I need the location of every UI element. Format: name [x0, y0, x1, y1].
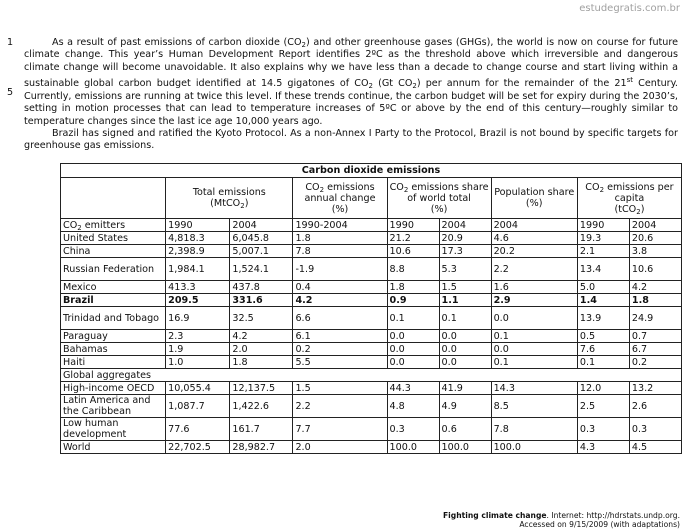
table-cell: 100.0 [439, 441, 491, 454]
header-total-emissions: Total emissions (MtCO$_2$) [166, 178, 293, 219]
table-row [61, 281, 682, 294]
row-label: Paraguay [61, 330, 166, 343]
table-cell: 0.1 [577, 356, 629, 369]
table-cell: 209.5 [166, 294, 230, 307]
aggregates-label: Global aggregates [61, 369, 682, 382]
table-cell: 28,982.7 [230, 441, 293, 454]
table-cell: 8.8 [387, 258, 439, 281]
table-cell: 0.1 [491, 356, 577, 369]
header-population-share: Population share (%) [491, 178, 577, 219]
table-cell: 13.4 [577, 258, 629, 281]
table-cell: 13.2 [629, 382, 681, 395]
table-cell: 17.3 [439, 245, 491, 258]
table-cell: 1.8 [293, 232, 387, 245]
table-cell: 10,055.4 [166, 382, 230, 395]
table-cell: 1.8 [230, 356, 293, 369]
paragraph-1-part-4: ) per annum for the remainder of the 21 [416, 78, 627, 90]
table-cell: 0.1 [387, 307, 439, 330]
table-cell: 2.0 [293, 441, 387, 454]
table-cell: 2.1 [577, 245, 629, 258]
source-accessed: Accessed on 9/15/2009 (with adaptations) [519, 520, 680, 529]
source-url: . Internet: http://hdrstats.undp.org. [546, 511, 680, 520]
table-row [61, 307, 682, 330]
line-number-5: 5 [7, 86, 14, 98]
table-cell: 77.6 [166, 418, 230, 441]
table-cell: 4.2 [629, 281, 681, 294]
row-label: Haiti [61, 356, 166, 369]
subheader-row [61, 219, 682, 232]
row-label: Trinidad and Tobago [61, 307, 166, 330]
subscript: 2 [301, 41, 306, 49]
table-cell: 437.8 [230, 281, 293, 294]
table-cell: 4.2 [230, 330, 293, 343]
table-cell: 6.6 [293, 307, 387, 330]
table-cell: 1.6 [491, 281, 577, 294]
table-cell: 10.6 [387, 245, 439, 258]
table-cell: 3.8 [629, 245, 681, 258]
table-cell: 22,702.5 [166, 441, 230, 454]
table-cell: 1.1 [439, 294, 491, 307]
table-cell: 4.6 [491, 232, 577, 245]
year-cell: 1990 [166, 219, 230, 232]
row-label: Latin America and the Caribbean [61, 395, 166, 418]
table-cell: 1.8 [387, 281, 439, 294]
table-cell: 0.0 [491, 343, 577, 356]
table-cell: 32.5 [230, 307, 293, 330]
table-cell: 1.5 [439, 281, 491, 294]
row-label: Low human development [61, 418, 166, 441]
table-cell: 6.1 [293, 330, 387, 343]
paragraph-1-part-3: (Gt CO [372, 78, 413, 90]
table-cell: 161.7 [230, 418, 293, 441]
table-cell: 0.0 [439, 343, 491, 356]
table-cell: 0.5 [577, 330, 629, 343]
table-cell: 4.8 [387, 395, 439, 418]
table-cell: 5,007.1 [230, 245, 293, 258]
table-cell: 7.8 [491, 418, 577, 441]
emitters-label: $CO_2$ emitters [61, 219, 166, 232]
table-cell: 4.3 [577, 441, 629, 454]
table-cell: 0.3 [629, 418, 681, 441]
table-cell: -1.9 [293, 258, 387, 281]
table-cell: 24.9 [629, 307, 681, 330]
table-cell: 1.8 [629, 294, 681, 307]
table-cell: 4.5 [629, 441, 681, 454]
table-row [61, 441, 682, 454]
row-label: China [61, 245, 166, 258]
paragraph-2 [24, 128, 678, 153]
year-cell: 2004 [230, 219, 293, 232]
paragraph-1-part-2: ) and other greenhouse gases (GHGs), the world is now on course for future climate change. This year’s Human Development Report identifies 2ºC as the threshold above which irreversible and dangerous climate change will become unavoidable. It also explains why we have less than a decade to change course and start living within a sustainable global carbon budget identified at 14.5 gigatones of CO [24, 37, 678, 90]
table-cell: 0.7 [629, 330, 681, 343]
year-cell: 2004 [491, 219, 577, 232]
table-cell: 1,524.1 [230, 258, 293, 281]
watermark: estudegratis.com.br [579, 3, 680, 14]
table-cell: 2.6 [629, 395, 681, 418]
row-label: Mexico [61, 281, 166, 294]
table-cell: 5.0 [577, 281, 629, 294]
table-cell: 12,137.5 [230, 382, 293, 395]
table-cell: 6,045.8 [230, 232, 293, 245]
year-cell: 1990 [577, 219, 629, 232]
table-cell: 0.3 [577, 418, 629, 441]
row-label: Russian Federation [61, 258, 166, 281]
table-cell: 0.1 [491, 330, 577, 343]
table-cell: 0.9 [387, 294, 439, 307]
table-cell: 1.5 [293, 382, 387, 395]
year-cell: 2004 [629, 219, 681, 232]
paragraph-1-part-1: As a result of past emissions of carbon dioxide (CO [52, 37, 302, 48]
table-cell: 2.2 [491, 258, 577, 281]
table-cell: 16.9 [166, 307, 230, 330]
table-cell: 2.2 [293, 395, 387, 418]
table-row [61, 245, 682, 258]
table-cell: 2.9 [491, 294, 577, 307]
paragraph-1-part-5: Century. Currently, emissions are running at twice this level. If these trends continue, the carbon budget will be set for expiry during the 2030’s, setting in motion processes that can lead to temperature increases of 5ºC or above by the end of this century—roughly similar to temperature changes since the last ice age 10,000 years ago. [24, 78, 678, 127]
table-row [61, 294, 682, 307]
paragraph-2-text: Brazil has signed and ratified the Kyoto Protocol. As a non-Annex I Party to the Protocol, Brazil is not bound by specific targets for greenhouse gas emissions. [24, 128, 678, 152]
table-cell: 1.0 [166, 356, 230, 369]
table-cell: 0.0 [491, 307, 577, 330]
table-cell: 0.0 [387, 330, 439, 343]
table-cell: 8.5 [491, 395, 577, 418]
row-label: High-income OECD [61, 382, 166, 395]
table-cell: 2,398.9 [166, 245, 230, 258]
table-cell: 20.2 [491, 245, 577, 258]
table-cell: 0.2 [629, 356, 681, 369]
superscript: st [626, 76, 634, 85]
table-cell: 4.9 [439, 395, 491, 418]
table-row [61, 395, 682, 418]
header-empty [61, 178, 166, 219]
table-cell: 331.6 [230, 294, 293, 307]
table-cell: 1,422.6 [230, 395, 293, 418]
table-cell: 100.0 [491, 441, 577, 454]
table-row [61, 232, 682, 245]
table-row [61, 258, 682, 281]
table-title: Carbon dioxide emissions [61, 164, 682, 178]
source-footer [443, 511, 680, 529]
header-share-world: $CO_2$ emissions share of world total (%) [387, 178, 491, 219]
year-cell: 1990 [387, 219, 439, 232]
table-cell: 0.2 [293, 343, 387, 356]
table-cell: 0.4 [293, 281, 387, 294]
table-cell: 21.2 [387, 232, 439, 245]
article-text [0, 37, 686, 153]
table-cell: 0.0 [387, 356, 439, 369]
subscript: 2 [412, 82, 417, 91]
year-cell: 1990-2004 [293, 219, 387, 232]
table-cell: 10.6 [629, 258, 681, 281]
table-cell: 0.0 [387, 343, 439, 356]
table-cell: 5.5 [293, 356, 387, 369]
table-cell: 7.7 [293, 418, 387, 441]
year-cell: 2004 [439, 219, 491, 232]
row-label: United States [61, 232, 166, 245]
table-cell: 20.9 [439, 232, 491, 245]
table-cell: 4.2 [293, 294, 387, 307]
table-cell: 20.6 [629, 232, 681, 245]
table-cell: 2.3 [166, 330, 230, 343]
table-cell: 44.3 [387, 382, 439, 395]
co2-emissions-table [60, 163, 682, 454]
table-cell: 2.5 [577, 395, 629, 418]
table-cell: 1.4 [577, 294, 629, 307]
table-cell: 1.9 [166, 343, 230, 356]
table-cell: 0.1 [439, 307, 491, 330]
header-annual-change: $CO_2$ emissions annual change (%) [293, 178, 387, 219]
table-cell: 41.9 [439, 382, 491, 395]
table-cell: 0.6 [439, 418, 491, 441]
table-cell: 1,984.1 [166, 258, 230, 281]
paragraph-1 [7, 37, 678, 128]
table-cell: 19.3 [577, 232, 629, 245]
table-cell: 6.7 [629, 343, 681, 356]
table-row [61, 356, 682, 369]
row-label: World [61, 441, 166, 454]
table-cell: 7.6 [577, 343, 629, 356]
row-label: Bahamas [61, 343, 166, 356]
subscript: 2 [368, 82, 373, 91]
table-cell: 5.3 [439, 258, 491, 281]
line-number-1: 1 [7, 37, 14, 48]
table-cell: 413.3 [166, 281, 230, 294]
table-row [61, 343, 682, 356]
table-cell: 100.0 [387, 441, 439, 454]
table-row [61, 382, 682, 395]
table-cell: 14.3 [491, 382, 577, 395]
row-label: Brazil [61, 294, 166, 307]
source-title: Fighting climate change [442, 511, 547, 520]
header-per-capita: $CO_2$ emissions per capita (tCO$_2$) [577, 178, 681, 219]
table-row [61, 418, 682, 441]
table-cell: 7.8 [293, 245, 387, 258]
table-cell: 12.0 [577, 382, 629, 395]
table-cell: 0.0 [439, 330, 491, 343]
table-cell: 2.0 [230, 343, 293, 356]
table-cell: 0.0 [439, 356, 491, 369]
table-cell: 13.9 [577, 307, 629, 330]
table-cell: 0.3 [387, 418, 439, 441]
table-cell: 4,818.3 [166, 232, 230, 245]
table-row [61, 330, 682, 343]
table-cell: 1,087.7 [166, 395, 230, 418]
